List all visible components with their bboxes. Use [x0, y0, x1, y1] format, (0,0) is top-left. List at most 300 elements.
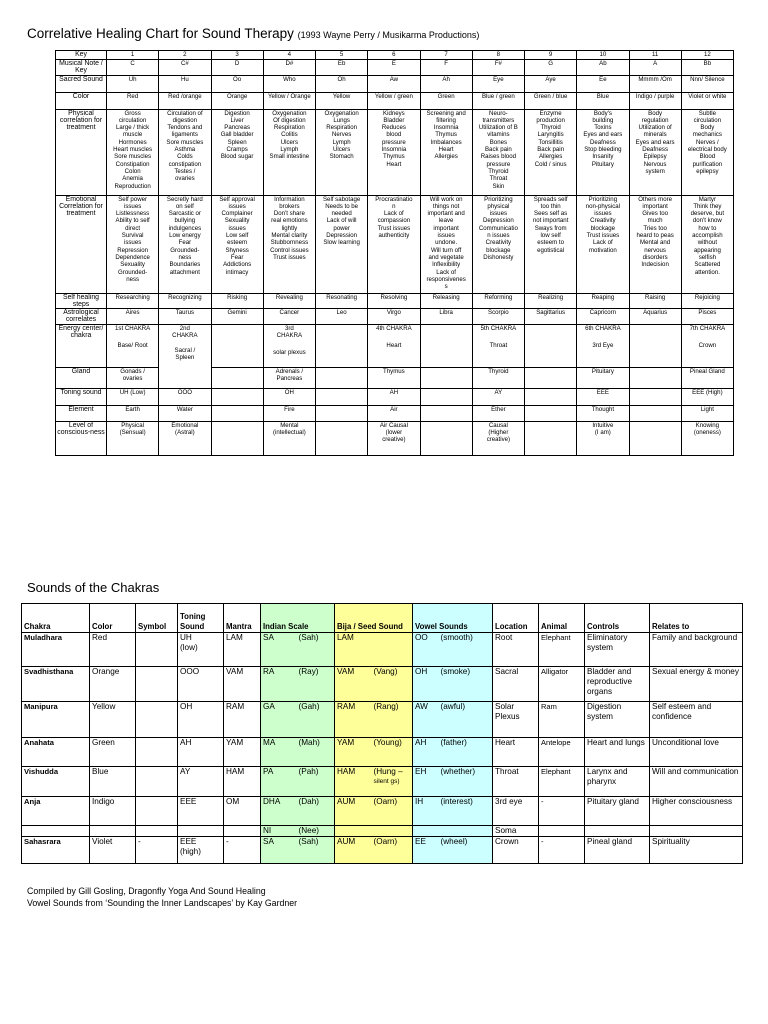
footer-credits	[27, 886, 297, 909]
cell: 7	[420, 51, 472, 60]
cell: 3rd CHAKRA solar plexus	[263, 324, 315, 367]
cell: C	[107, 60, 159, 76]
row-label: Astrological correlates	[56, 309, 107, 325]
empty-cell	[335, 826, 372, 837]
chakra-color: Yellow	[90, 702, 136, 738]
header-relates: Relates to	[650, 604, 743, 633]
cell: Cancer	[263, 309, 315, 325]
cell: Capricorn	[577, 309, 629, 325]
chakra-toning: AH	[178, 738, 224, 767]
cell: Yellow / Orange	[263, 92, 315, 109]
row-label: Sacred Sound	[56, 75, 107, 92]
chakra-toning: EEE (high)	[178, 837, 224, 864]
chakra-controls: Pituitary gland	[585, 797, 650, 826]
chakra-controls: Digestion system	[585, 702, 650, 738]
cell	[525, 388, 577, 405]
cell: Leo	[316, 309, 368, 325]
vowel-sound: IH	[413, 797, 439, 826]
cell: Ee	[577, 75, 629, 92]
cell	[525, 324, 577, 367]
chakra-location: Soma	[493, 826, 539, 837]
cell	[420, 388, 472, 405]
cell: Neuro- transmitters Utilization of B vitamins Bones Back pain Raises blood pressure Thyroid Throat Skin	[472, 109, 524, 195]
vowel-sound: AW	[413, 702, 439, 738]
chakra-animal: -	[539, 797, 585, 826]
chakra-mantra: HAM	[224, 767, 261, 797]
cell: Yellow	[316, 92, 368, 109]
cell: Aw	[368, 75, 420, 92]
header-indian-scale: Indian Scale	[261, 604, 335, 633]
chakra-symbol	[136, 738, 178, 767]
chakra-row	[22, 667, 743, 702]
cell	[316, 388, 368, 405]
empty-cell	[178, 826, 224, 837]
cell: Information brokers Don't share real emotions lightly Mental clarity Stubbornness Control issues Trust issues	[263, 195, 315, 293]
cell: Adrenals / Pancreas	[263, 367, 315, 388]
chakra-relates: Higher consciousness	[650, 797, 743, 826]
cell: Digestion Liver Pancreas Gall bladder Spleen Cramps Blood sugar	[211, 109, 263, 195]
cell: Oo	[211, 75, 263, 92]
chakra-animal: Elephant	[539, 633, 585, 667]
chakra-toning: UH (low)	[178, 633, 224, 667]
empty-cell	[539, 826, 585, 837]
cell: F	[420, 60, 472, 76]
chakra-controls: Heart and lungs	[585, 738, 650, 767]
cell: 12	[681, 51, 733, 60]
cell: 1	[107, 51, 159, 60]
cell	[420, 324, 472, 367]
cell	[629, 405, 681, 421]
cell	[316, 324, 368, 367]
vowel-sound: OO	[413, 633, 439, 667]
bija-sound: AUM	[335, 837, 372, 864]
consciousness-row	[56, 421, 734, 455]
chakra-controls: Pineal gland	[585, 837, 650, 864]
chakra-name: Sahasrara	[22, 837, 90, 864]
cell: Aires	[107, 309, 159, 325]
header-bija: Bija / Seed Sound	[335, 604, 413, 633]
chakra-name: Svadhisthana	[22, 667, 90, 702]
cell: Bb	[681, 60, 733, 76]
cell: Scorpio	[472, 309, 524, 325]
chakra-toning: AY	[178, 767, 224, 797]
bija-pron: (Oarn)	[372, 837, 413, 864]
empty-cell	[372, 826, 413, 837]
chakra-location: Solar Plexus	[493, 702, 539, 738]
vowel-pron: (interest)	[439, 797, 493, 826]
cell: Hu	[159, 75, 211, 92]
cell: Uh	[107, 75, 159, 92]
cell: 11	[629, 51, 681, 60]
cell: Realizing	[525, 293, 577, 309]
cell: Green	[420, 92, 472, 109]
cell: Blue / green	[472, 92, 524, 109]
chakra-color: Orange	[90, 667, 136, 702]
cell: Prioritizing physical issues Depression Communicatio n issues Creativity blockage Dishonesty	[472, 195, 524, 293]
empty-cell	[224, 826, 261, 837]
chakra-animal: Antelope	[539, 738, 585, 767]
cell: Who	[263, 75, 315, 92]
row-label: Key	[56, 51, 107, 60]
cell	[629, 324, 681, 367]
empty-cell	[22, 826, 90, 837]
cell: Self power issues Listlessness Ability to self direct Survival issues Repression Dependence Sexuality Grounded- ness	[107, 195, 159, 293]
row-label: Physical correlation for treatment	[56, 109, 107, 195]
cell	[420, 421, 472, 455]
cell: A	[629, 60, 681, 76]
bija-sound: HAM	[335, 767, 372, 797]
cell: Sagittarius	[525, 309, 577, 325]
cell: Aye	[525, 75, 577, 92]
chart-row	[56, 75, 734, 92]
cell-sub: Base/ Root	[117, 342, 148, 350]
bija-pron: (Young)	[372, 738, 413, 767]
vowel-sound: AH	[413, 738, 439, 767]
cell: Rejoicing	[681, 293, 733, 309]
cell	[629, 388, 681, 405]
header-location: Location	[493, 604, 539, 633]
cell: Water	[159, 405, 211, 421]
cell-sub: solar plexus	[273, 349, 306, 357]
chakra-mantra: OM	[224, 797, 261, 826]
cell: Secretly hard on self Sarcastic or bullying indulgences Low energy Fear Grounded- ness Boundaries attachment	[159, 195, 211, 293]
bija-pron: (Rang)	[372, 702, 413, 738]
cell	[629, 421, 681, 455]
chakra-mantra: VAM	[224, 667, 261, 702]
cell	[420, 367, 472, 388]
chakra-symbol	[136, 797, 178, 826]
cell	[211, 405, 263, 421]
row-label: Color	[56, 92, 107, 109]
chakra-toning: OH	[178, 702, 224, 738]
energy-center-row	[56, 324, 734, 367]
row-label: Element	[56, 405, 107, 421]
cell: Self approval issues Complainer Sexuality issues Low self esteem Shyness Fear Addictions intimacy	[211, 195, 263, 293]
cell-sub: Heart	[386, 342, 402, 350]
cell	[316, 421, 368, 455]
cell: F#	[472, 60, 524, 76]
header-controls: Controls	[585, 604, 650, 633]
cell: Spreads self too thin Sees self as not important Sways from low self esteem to egotistical	[525, 195, 577, 293]
row-label: Self healing steps	[56, 293, 107, 309]
chakra-symbol	[136, 702, 178, 738]
vowel-pron: (whether)	[439, 767, 493, 797]
cell: Causal (Higher creative)	[472, 421, 524, 455]
cell: Will work on things not important and leave important issues undone. Will turn off and vegetate Inflexibility Lack of responsivenes s	[420, 195, 472, 293]
chakra-location: Sacral	[493, 667, 539, 702]
chakra-color: Green	[90, 738, 136, 767]
cell: Recognizing	[159, 293, 211, 309]
chakra-controls: Bladder and reproductive organs	[585, 667, 650, 702]
chakra-animal: Ram	[539, 702, 585, 738]
empty-cell	[585, 826, 650, 837]
chakra-relates: Sexual energy & money	[650, 667, 743, 702]
chakra-header-row	[22, 604, 743, 633]
chakra-mantra: LAM	[224, 633, 261, 667]
toning-row	[56, 388, 734, 405]
indian-scale: SA	[261, 633, 297, 667]
cell: Taurus	[159, 309, 211, 325]
empty-cell	[439, 826, 493, 837]
cell: Indigo / purple	[629, 92, 681, 109]
chakra-row	[22, 797, 743, 826]
vowel-sound: OH	[413, 667, 439, 702]
cell: Physical (Sensual)	[107, 421, 159, 455]
cell-sub: 3rd Eye	[592, 342, 614, 350]
cell: Libra	[420, 309, 472, 325]
cell: D#	[263, 60, 315, 76]
chakra-color: Blue	[90, 767, 136, 797]
cell: Reforming	[472, 293, 524, 309]
chakra-animal: -	[539, 837, 585, 864]
empty-cell	[413, 826, 439, 837]
cell: Kidneys Bladder Reduces blood pressure Insomnia Thymus Heart	[368, 109, 420, 195]
cell: Martyr Think they deserve, but don't know how to accomplish without appearing selfish Scattered attention.	[681, 195, 733, 293]
cell: Thyroid	[472, 367, 524, 388]
cell: Self sabotage Needs to be needed Lack of will power Depression Slow learning	[316, 195, 368, 293]
cell: Risking	[211, 293, 263, 309]
chakra-symbol	[136, 667, 178, 702]
page-title	[27, 26, 479, 41]
cell: Eb	[316, 60, 368, 76]
cell	[211, 324, 263, 367]
empty-cell	[136, 826, 178, 837]
chart-row	[56, 60, 734, 76]
cell: 8	[472, 51, 524, 60]
chakra-symbol	[136, 633, 178, 667]
cell: Oh	[316, 75, 368, 92]
cell: AH	[368, 388, 420, 405]
chakra-toning: EEE	[178, 797, 224, 826]
cell: 1st CHAKRA Base/ Root	[107, 324, 159, 367]
cell: Fire	[263, 405, 315, 421]
indian-scale-pron: (Sah)	[297, 633, 335, 667]
chakra-mantra: RAM	[224, 702, 261, 738]
cell: Violet or white	[681, 92, 733, 109]
chakra-name: Vishudda	[22, 767, 90, 797]
header-animal: Animal	[539, 604, 585, 633]
chakra-row	[22, 633, 743, 667]
footer-vowel-source: Vowel Sounds from ‘Sounding the Inner Landscapes’ by Kay Gardner	[27, 897, 298, 908]
cell: Researching	[107, 293, 159, 309]
indian-scale-pron: (Sah)	[297, 837, 335, 864]
cell: Green / blue	[525, 92, 577, 109]
cell-sub: Crown	[698, 342, 717, 350]
cell	[211, 421, 263, 455]
indian-scale: MA	[261, 738, 297, 767]
header-color: Color	[90, 604, 136, 633]
cell: 10	[577, 51, 629, 60]
title-source: (1993 Wayne Perry / Musikarma Productions)	[297, 30, 480, 40]
cell: Knowing (oneness)	[681, 421, 733, 455]
bija-note: silent gs)	[373, 778, 400, 785]
cell	[525, 405, 577, 421]
cell: 2nd CHAKRA Sacral / Spleen	[159, 324, 211, 388]
cell: Prioritizing non-physical issues Creativity blockage Trust issues Lack of motivation	[577, 195, 629, 293]
chakra-name: Anja	[22, 797, 90, 826]
chart-row	[56, 109, 734, 195]
cell: Intuitive (I am)	[577, 421, 629, 455]
vowel-sound: EE	[413, 837, 439, 864]
section-heading: Sounds of the Chakras	[27, 580, 160, 595]
cell: Oxygenation Of digestion Respiration Colitis Ulcers Lymph Small intestine	[263, 109, 315, 195]
chakra-location: Root	[493, 633, 539, 667]
vowel-pron: (awful)	[439, 702, 493, 738]
cell: G	[525, 60, 577, 76]
cell: 7th CHAKRA Crown	[681, 324, 733, 367]
cell: Pineal Gland	[681, 367, 733, 388]
indian-scale-pron: (Ray)	[297, 667, 335, 702]
vowel-pron: (smooth)	[439, 633, 493, 667]
gland-row	[56, 367, 734, 388]
cell: Raising	[629, 293, 681, 309]
cell: Gonads / ovaries	[107, 367, 159, 388]
cell: Mmmm /Om	[629, 75, 681, 92]
bija-pron: (Vang)	[372, 667, 413, 702]
cell: Pituitary	[577, 367, 629, 388]
chakra-symbol: -	[136, 837, 178, 864]
bija-sound: AUM	[335, 797, 372, 826]
cell: Body's building Toxins Eyes and ears Deafness Stop bleeding Insanity Pituitary	[577, 109, 629, 195]
cell: Red /orange	[159, 92, 211, 109]
cell: Ah	[420, 75, 472, 92]
indian-scale: GA	[261, 702, 297, 738]
cell	[316, 367, 368, 388]
cell: Screening and filtering Insomnia Thymus Imbalances Heart Allergies	[420, 109, 472, 195]
cell: Red	[107, 92, 159, 109]
vowel-sound: EH	[413, 767, 439, 797]
cell: Nnn/ Silence	[681, 75, 733, 92]
element-row	[56, 405, 734, 421]
cell: Ether	[472, 405, 524, 421]
cell	[211, 367, 263, 388]
cell: Eye	[472, 75, 524, 92]
chakra-location: Crown	[493, 837, 539, 864]
cell: OOO	[159, 388, 211, 405]
cell: 6	[368, 51, 420, 60]
cell: C#	[159, 60, 211, 76]
cell: Pisces	[681, 309, 733, 325]
cell: Procrastinatio n Lack of compassion Trust issues authenticity	[368, 195, 420, 293]
cell: 5	[316, 51, 368, 60]
cell: 4th CHAKRA Heart	[368, 324, 420, 367]
cell: Circulation of digestion Tendons and ligaments Sore muscles Asthma Colds constipation Testes / ovaries	[159, 109, 211, 195]
cell	[525, 421, 577, 455]
cell: 4	[263, 51, 315, 60]
chakra-row	[22, 767, 743, 797]
cell: 5th CHAKRA Throat	[472, 324, 524, 367]
footer-compiled: Compiled by Gill Gosling, Dragonfly Yoga And Sound Healing	[27, 886, 266, 896]
cell: 9	[525, 51, 577, 60]
row-label: Musical Note / Key	[56, 60, 107, 76]
indian-scale: NI	[261, 826, 297, 837]
cell: Reaping	[577, 293, 629, 309]
cell: EEE (High)	[681, 388, 733, 405]
bija-sound: VAM	[335, 667, 372, 702]
cell: OH	[263, 388, 315, 405]
cell: Earth	[107, 405, 159, 421]
indian-scale: RA	[261, 667, 297, 702]
cell	[316, 405, 368, 421]
vowel-pron: (wheel)	[439, 837, 493, 864]
chakra-toning: OOO	[178, 667, 224, 702]
cell: Releasing	[420, 293, 472, 309]
empty-cell	[90, 826, 136, 837]
cell: Others more important Gives too much Tries too heard to peas Mental and nervous disorders Indecision	[629, 195, 681, 293]
chakra-relates: Family and background	[650, 633, 743, 667]
cell: Subtle circulation Body mechanics Nerves / electrical body Blood purification epilepsy	[681, 109, 733, 195]
indian-scale: DHA	[261, 797, 297, 826]
cell: Resolving	[368, 293, 420, 309]
chakra-mantra: YAM	[224, 738, 261, 767]
header-vowel: Vowel Sounds	[413, 604, 493, 633]
cell: 2	[159, 51, 211, 60]
cell: Body regulation Utilization of minerals Eyes and ears Deafness Epilepsy Nervous system	[629, 109, 681, 195]
row-label: Emotional Correlation for treatment	[56, 195, 107, 293]
cell: D	[211, 60, 263, 76]
header-mantra: Mantra	[224, 604, 261, 633]
chakra-row	[22, 738, 743, 767]
cell: Mental (intellectual)	[263, 421, 315, 455]
indian-scale-pron: (Mah)	[297, 738, 335, 767]
row-label: Toning sound	[56, 388, 107, 405]
cell	[420, 405, 472, 421]
cell: Revealing	[263, 293, 315, 309]
chakra-relates: Will and communication	[650, 767, 743, 797]
indian-scale-pron: (Nee)	[297, 826, 335, 837]
empty-cell	[650, 826, 743, 837]
row-label: Level of conscious-ness	[56, 421, 107, 455]
chakra-animal: Alligator	[539, 667, 585, 702]
vowel-pron: (smoke)	[439, 667, 493, 702]
chakra-name: Anahata	[22, 738, 90, 767]
cell	[525, 367, 577, 388]
cell: Oxygenation Lungs Respiration Nerves Lymph Ulcers Stomach	[316, 109, 368, 195]
header-chakra: Chakra	[22, 604, 90, 633]
cell: Gross circulation Large / thick muscle Hormones Heart muscles Sore muscles Constipation Colon Anemia Reproduction	[107, 109, 159, 195]
cell: Thymus	[368, 367, 420, 388]
cell: Aquarius	[629, 309, 681, 325]
chakra-location: Throat	[493, 767, 539, 797]
chart-row	[56, 293, 734, 309]
bija-pron: (Oarn)	[372, 797, 413, 826]
cell: Emotional (Astral)	[159, 421, 211, 455]
cell: Blue	[577, 92, 629, 109]
cell: Virgo	[368, 309, 420, 325]
bija-pron	[372, 633, 413, 667]
cell: 6th CHAKRA 3rd Eye	[577, 324, 629, 367]
chakra-controls: Larynx and pharynx	[585, 767, 650, 797]
cell: Enzyme production Thyroid Laryngitis Tonsillitis Back pain Allergies Cold / sinus	[525, 109, 577, 195]
chakra-relates: Unconditional love	[650, 738, 743, 767]
chakra-color: Red	[90, 633, 136, 667]
chakra-sounds-table	[21, 603, 743, 864]
chakra-name: Muladhara	[22, 633, 90, 667]
vowel-pron: (father)	[439, 738, 493, 767]
cell: Orange	[211, 92, 263, 109]
chart-row	[56, 51, 734, 60]
cell: Resonating	[316, 293, 368, 309]
row-label: Energy center/ chakra	[56, 324, 107, 367]
cell: Yellow / green	[368, 92, 420, 109]
chakra-location: Heart	[493, 738, 539, 767]
indian-scale-pron: (Dah)	[297, 797, 335, 826]
header-toning: Toning Sound	[178, 604, 224, 633]
cell: Air Causal (lower creative)	[368, 421, 420, 455]
chakra-controls: Eliminatory system	[585, 633, 650, 667]
header-symbol: Symbol	[136, 604, 178, 633]
indian-scale: SA	[261, 837, 297, 864]
